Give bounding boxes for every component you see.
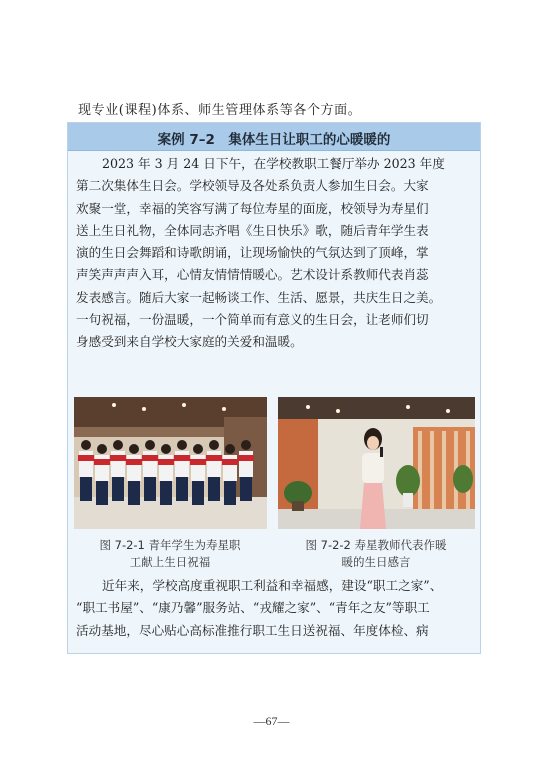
paragraph-line: 第二次集体生日会。学校领导及各处系负责人参加生日会。大家 <box>76 178 429 194</box>
lead-text-line: 现专业(课程)体系、师生管理体系等各个方面。 <box>78 103 362 118</box>
figure-caption-1 <box>70 537 270 571</box>
photo-teacher-speech <box>278 397 475 529</box>
paragraph-line: 送上生日礼物，全体同志齐唱《生日快乐》歌，随后青年学生表 <box>76 222 429 238</box>
paragraph-line: 一句祝福，一份温暖，一个简单而有意义的生日会，让老师们切 <box>76 312 429 328</box>
paragraph-line: 欢聚一堂，幸福的笑容写满了每位寿星的面庞，校领导为寿星们 <box>76 200 429 216</box>
case-paragraph-1 <box>76 153 476 354</box>
caption-line: 图 7-2-2 寿星教师代表作暖 <box>305 538 447 552</box>
paragraph-line: 身感受到来自学校大家庭的关爱和温暖。 <box>76 334 303 350</box>
case-paragraph-2 <box>76 575 476 642</box>
paragraph-line: 发表感言。随后大家一起畅谈工作、生活、愿景，共庆生日之美。 <box>76 289 442 305</box>
case-study-box <box>67 122 481 654</box>
paragraph-line: 活动基地，尽心贴心高标准推行职工生日送祝福、年度体检、病 <box>76 622 429 638</box>
caption-line: 图 7-2-1 青年学生为寿星职 <box>99 538 241 552</box>
paragraph-line: 近年来，学校高度重视职工利益和幸福感，建设“职工之家”、 <box>102 578 443 593</box>
paragraph-line: 演的生日会舞蹈和诗歌朗诵，让现场愉快的气氛达到了顶峰，掌 <box>76 245 429 261</box>
figure-caption-2 <box>276 537 476 571</box>
caption-line: 暖的生日感言 <box>341 555 411 569</box>
page-number: —67— <box>253 714 290 728</box>
paragraph-line: 声笑声声声入耳，心情友情情情暖心。艺术设计系教师代表肖蕊 <box>76 267 429 283</box>
paragraph-line: 2023 年 3 月 24 日下午，在学校教职工餐厅举办 2023 年度 <box>102 156 445 171</box>
case-title: 案例 7–2 集体生日让职工的心暖暖的 <box>157 132 391 148</box>
paragraph-line: “职工书屋”、“康乃馨”服务站、“戎耀之家”、“青年之友”等职工 <box>76 600 430 616</box>
caption-line: 工献上生日祝福 <box>129 555 211 569</box>
case-header-bar <box>68 123 480 151</box>
photo-students-blessing <box>74 397 267 529</box>
